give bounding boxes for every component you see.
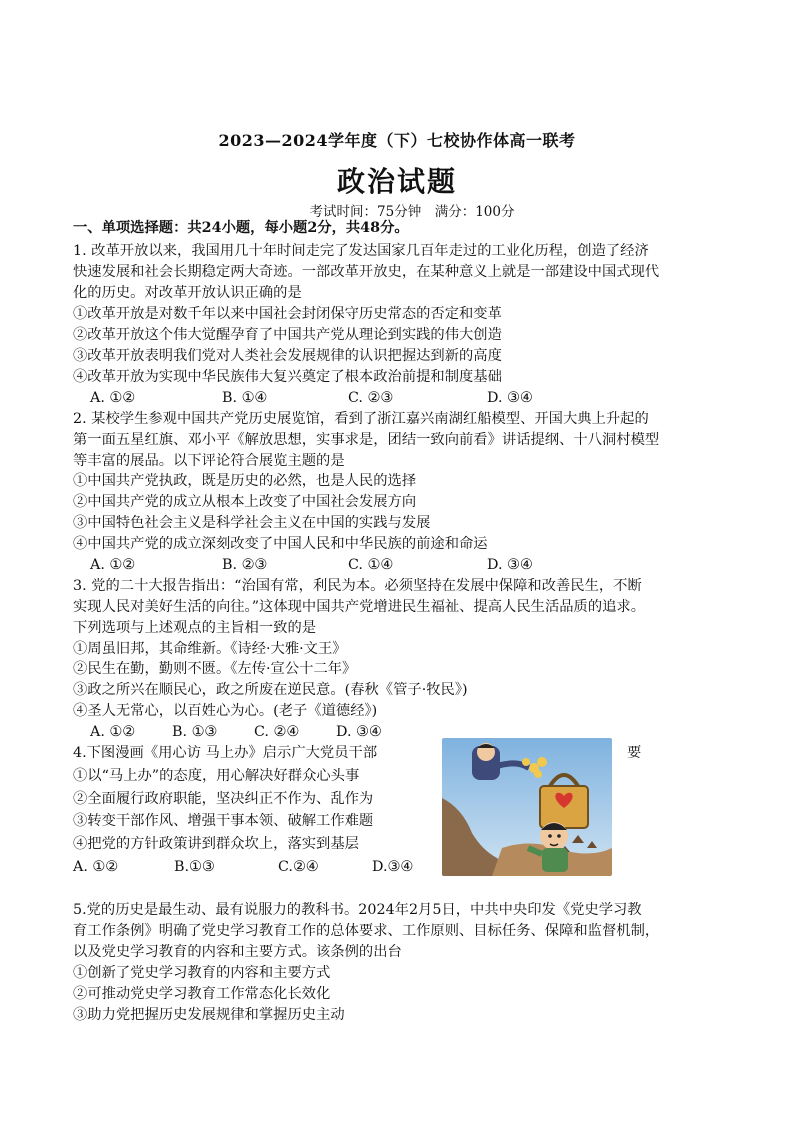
q1-option-b: B. ①④ xyxy=(222,390,268,406)
q2-item: ①中国共产党执政，既是历史的必然，也是人民的选择 xyxy=(73,473,417,489)
q4-item: ③转变干部作风、增强干事本领、破解工作难题 xyxy=(73,813,374,829)
q3-item: ③政之所兴在顺民心，政之所废在逆民意。(春秋《管子·牧民》) xyxy=(73,682,468,698)
q2-option-a: A. ①② xyxy=(90,557,136,573)
exam-title: 2023—2024学年度（下）七校协作体高一联考 xyxy=(218,131,576,150)
q3-stem-line: 下列选项与上述观点的主旨相一致的是 xyxy=(73,620,317,636)
q1-option-d: D. ③④ xyxy=(487,390,533,406)
q2-item: ④中国共产党的成立深刻改变了中国人民和中华民族的前途和命运 xyxy=(73,536,488,552)
cartoon-illustration xyxy=(442,738,612,876)
q1-option-a: A. ①② xyxy=(90,390,136,406)
q1-stem-line: 快速发展和社会长期稳定两大奇迹。一部改革开放史，在某种意义上就是一部建设中国式现代 xyxy=(73,264,660,280)
q4-item: ②全面履行政府职能，坚决纠正不作为、乱作为 xyxy=(73,791,374,807)
q2-option-c: C. ①④ xyxy=(348,557,394,573)
q4-option-b: B.①③ xyxy=(174,859,215,875)
q1-stem-line: 化的历史。对改革开放认识正确的是 xyxy=(73,285,302,301)
q3-item: ④圣人无常心，以百姓心为心。(老子《道德经》) xyxy=(73,703,378,719)
q1-item: ②改革开放这个伟大觉醒孕育了中国共产党从理论到实践的伟大创造 xyxy=(73,327,502,343)
section-heading: 一、单项选择题：共24小题，每小题2分，共48分。 xyxy=(73,220,409,236)
q1-item: ①改革开放是对数千年以来中国社会封闭保守历史常态的否定和变革 xyxy=(73,306,502,322)
q5-stem-line: 5.党的历史是最生动、最有说服力的教科书。2024年2月5日，中共中央印发《党史学习教 xyxy=(73,902,642,918)
q1-item: ③改革开放表明我们党对人类社会发展规律的认识把握达到新的高度 xyxy=(73,348,502,364)
q4-stem-left: 4.下图漫画《用心访 马上办》启示广大党员干部 xyxy=(73,745,378,761)
q5-item: ③助力党把握历史发展规律和掌握历史主动 xyxy=(73,1007,345,1023)
q2-stem-line: 第一面五星红旗、邓小平《解放思想，实事求是，团结一致向前看》讲话提纲、十八洞村模型 xyxy=(73,432,660,448)
q4-option-a: A. ①② xyxy=(73,859,119,875)
q5-stem-line: 以及党史学习教育的内容和主要方式。该条例的出台 xyxy=(73,944,402,960)
q1-option-c: C. ②③ xyxy=(348,390,394,406)
q3-stem-line: 实现人民对美好生活的向往。”这体现中国共产党增进民生福祉、提高人民生活品质的追求。 xyxy=(73,599,646,615)
q3-option-d: D. ③④ xyxy=(336,724,382,740)
q5-item: ②可推动党史学习教育工作常态化长效化 xyxy=(73,986,331,1002)
q3-item: ②民生在勤，勤则不匮。《左传·宣公十二年》 xyxy=(73,661,357,677)
q2-stem-line: 2. 某校学生参观中国共产党历史展览馆，看到了浙江嘉兴南湖红船模型、开国大典上升起的 xyxy=(73,411,649,427)
q2-item: ②中国共产党的成立从根本上改变了中国社会发展方向 xyxy=(73,494,417,510)
q4-option-d: D.③④ xyxy=(372,859,414,875)
subject-title: 政治试题 xyxy=(336,165,457,198)
q1-stem-line: 1. 改革开放以来，我国用几十年时间走完了发达国家几百年走过的工业化历程，创造了经济 xyxy=(73,243,649,259)
q5-item: ①创新了党史学习教育的内容和主要方式 xyxy=(73,965,331,981)
q3-item: ①周虽旧邦，其命维新。《诗经·大雅·文王》 xyxy=(73,641,347,657)
q2-option-b: B. ②③ xyxy=(222,557,268,573)
q1-item: ④改革开放为实现中华民族伟大复兴奠定了根本政治前提和制度基础 xyxy=(73,369,502,385)
exam-info: 考试时间：75分钟 满分：100分 xyxy=(309,204,515,220)
q3-option-b: B. ①③ xyxy=(172,724,218,740)
q2-option-d: D. ③④ xyxy=(487,557,533,573)
q5-stem-line: 育工作条例》明确了党史学习教育工作的总体要求、工作原则、目标任务、保障和监督机制， xyxy=(73,923,660,939)
q3-option-c: C. ②④ xyxy=(254,724,300,740)
q4-option-c: C.②④ xyxy=(278,859,319,875)
q4-stem-right: 要 xyxy=(627,745,642,761)
q4-item: ①以“马上办”的态度，用心解决好群众心头事 xyxy=(73,768,360,784)
q3-stem-line: 3. 党的二十大报告指出：“治国有常，利民为本。必须坚持在发展中保障和改善民生，不断 xyxy=(73,578,642,594)
q2-item: ③中国特色社会主义是科学社会主义在中国的实践与发展 xyxy=(73,515,431,531)
q4-item: ④把党的方针政策讲到群众坎上，落实到基层 xyxy=(73,836,359,852)
q2-stem-line: 等丰富的展品。以下评论符合展览主题的是 xyxy=(73,453,345,469)
q3-option-a: A. ①② xyxy=(90,724,136,740)
